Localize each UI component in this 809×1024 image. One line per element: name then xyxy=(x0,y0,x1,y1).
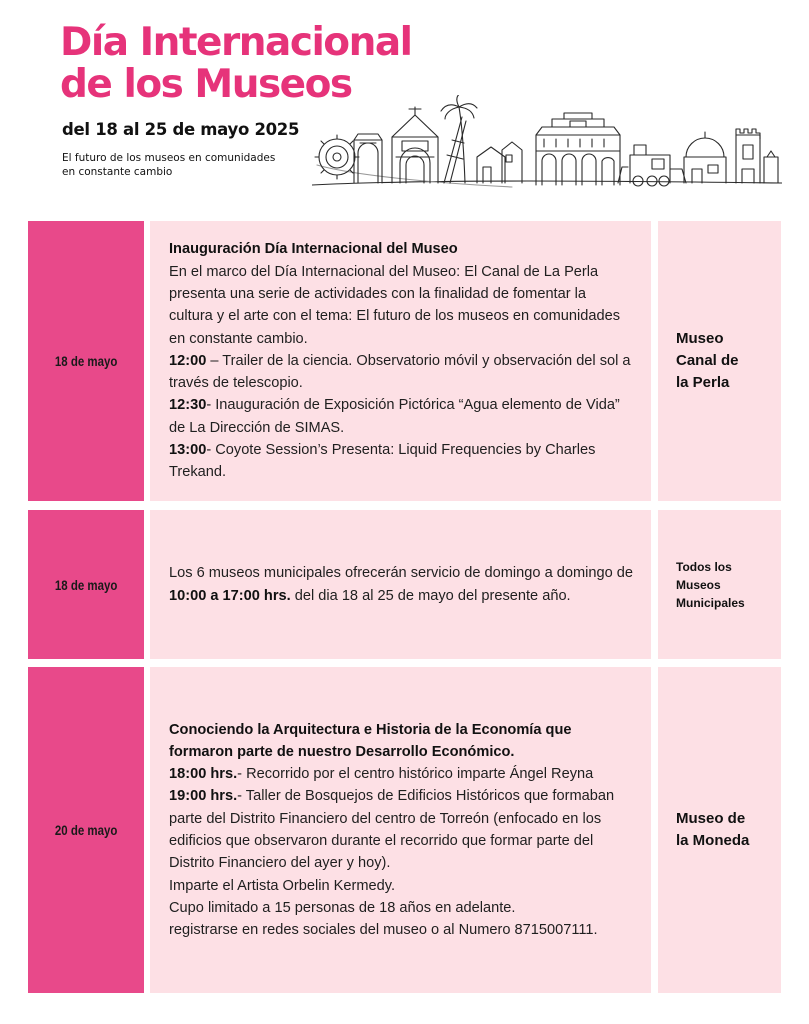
event-description xyxy=(169,238,633,483)
event-activity: - Coyote Session’s Presenta: Liquid Frequencies by Charles Trekand. xyxy=(169,442,596,481)
venue-cell xyxy=(658,221,781,501)
event-time: 12:00 xyxy=(169,352,207,369)
event-description xyxy=(169,562,633,607)
event-date: 18 de mayo xyxy=(54,576,118,593)
event-date: 20 de mayo xyxy=(54,822,118,838)
venue-line: Museos xyxy=(676,577,721,592)
venue-name xyxy=(676,558,745,612)
description-cell xyxy=(150,510,651,659)
description-cell xyxy=(150,221,651,501)
date-cell xyxy=(28,510,144,659)
event-date: 18 de mayo xyxy=(54,353,118,369)
event-activity: - Taller de Bosquejos de Edificios Históricos que formaban parte del Distrito Financiero del centro de Torreón (enfocado en los edificios que observaron durante el recorrido que formar parte del Distrito Financiero del ayer y hoy). xyxy=(169,788,615,872)
event-note: registrarse en redes sociales del museo o al Numero 8715007111. xyxy=(169,922,598,939)
title-line-2: de los Museos xyxy=(60,62,352,107)
event-text: del dia 18 al 25 de mayo del presente año. xyxy=(290,587,571,604)
venue-line: Todos los xyxy=(676,559,732,574)
venue-name xyxy=(676,808,749,852)
event-activity: - Recorrido por el centro histórico imparte Ángel Reyna xyxy=(237,766,594,783)
event-time: 18:00 hrs. xyxy=(169,766,238,783)
event-time: 13:00 xyxy=(169,442,207,459)
venue-cell xyxy=(658,510,781,659)
event-activity: - Inauguración de Exposición Pictórica “Agua elemento de Vida” de La Dirección de SIMAS. xyxy=(169,397,620,436)
subtitle-line-1: El futuro de los museos en comunidades xyxy=(62,152,276,164)
event-title: Inauguración Día Internacional del Museo xyxy=(169,241,458,258)
description-cell xyxy=(150,667,651,993)
event-intro: En el marco del Día Internacional del Museo: El Canal de La Perla presenta una serie de actividades con la finalidad de fomentar la cultura y el arte con el tema: El futuro de los museos en comunidades en constante cambio. xyxy=(169,263,621,347)
venue-line: Canal de xyxy=(676,352,739,369)
event-description xyxy=(169,719,633,942)
date-cell xyxy=(28,667,144,993)
event-hours: 10:00 a 17:00 hrs. xyxy=(169,587,291,604)
event-activity: – Trailer de la ciencia. Observatorio móvil y observación del sol a través de telescopio. xyxy=(169,352,631,392)
event-row-1 xyxy=(28,221,781,501)
venue-line: Museo de xyxy=(676,810,746,827)
venue-line: Museo xyxy=(676,330,724,347)
subtitle-line-2: en constante cambio xyxy=(62,166,173,178)
event-note: Imparte el Artista Orbelin Kermedy. xyxy=(169,877,396,894)
venue-line: la Perla xyxy=(676,374,730,391)
page-title xyxy=(60,22,412,106)
event-row-3 xyxy=(28,667,781,993)
event-time: 19:00 hrs. xyxy=(169,788,238,805)
event-row-2 xyxy=(28,510,781,659)
event-text: Los 6 museos municipales ofrecerán servicio de domingo a domingo de xyxy=(169,565,634,582)
venue-cell xyxy=(658,667,781,993)
date-cell xyxy=(28,221,144,501)
title-line-1: Día Internacional xyxy=(60,20,412,65)
venue-line: Municipales xyxy=(676,595,745,610)
event-title: Conociendo la Arquitectura e Historia de la Economía que formaron parte de nuestro Desarrollo Económico. xyxy=(169,721,572,760)
event-note: Cupo limitado a 15 personas de 18 años en adelante. xyxy=(169,899,516,916)
subtitle xyxy=(62,151,322,179)
city-skyline-illustration xyxy=(312,95,782,190)
venue-name xyxy=(676,328,739,394)
event-time: 12:30 xyxy=(169,397,207,414)
venue-line: la Moneda xyxy=(676,832,750,849)
event-dates: del 18 al 25 de mayo 2025 xyxy=(62,120,300,139)
